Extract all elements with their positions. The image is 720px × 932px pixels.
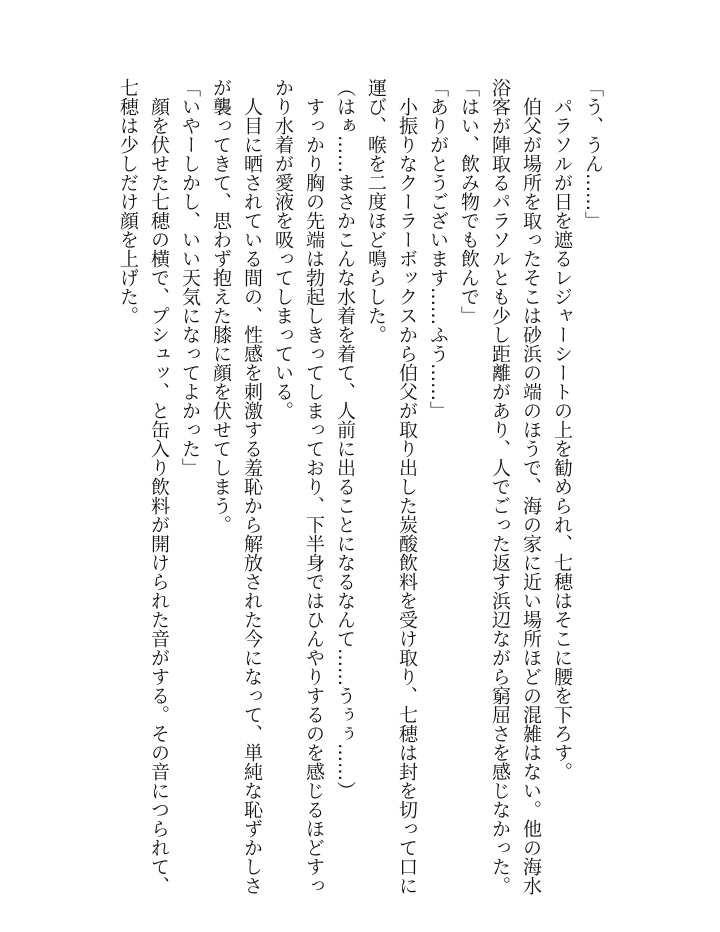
text-line-15: 顔を伏せた七穂の横で、プシュッ、と缶入り飲料が開けられた音がする。その音につられて、 bbox=[148, 78, 170, 895]
text-line-2: パラソルが日を遮るレジャーシートの上を勧められ、七穂はそこに腰を下ろす。 bbox=[551, 78, 573, 781]
text-line-14: 「いやーしかし、いい天気になってよかった」 bbox=[179, 78, 201, 477]
text-line-1: 「う、うん……」 bbox=[582, 78, 604, 230]
text-line-9: （はぁ……まさかこんな水着を着て、人前に出ることになるなんて……うぅぅ……） bbox=[334, 78, 356, 800]
text-line-3: 伯父が場所を取ったそこは砂浜の端のほうで、海の家に近い場所ほどの混雑はない。他の海水 bbox=[520, 78, 542, 895]
text-line-13: が襲ってきて、思わず抱えた膝に顔を伏せてしまう。 bbox=[210, 78, 232, 534]
text-line-6: 「ありがとうございます……ふう……」 bbox=[427, 78, 449, 420]
text-line-10: すっかり胸の先端は勃起しきってしまっており、下半身ではひんやりするのを感じるほどすっ bbox=[303, 78, 325, 895]
text-line-7: 小振りなクーラーボックスから伯父が取り出した炭酸飲料を受け取り、七穂は封を切って口に bbox=[396, 78, 418, 895]
text-line-5: 「はい、飲み物でも飲んで」 bbox=[458, 78, 480, 325]
text-line-11: かり水着が愛液を吸ってしまっている。 bbox=[272, 78, 294, 420]
text-line-16: 七穂は少しだけ顔を上げた。 bbox=[117, 78, 139, 325]
text-line-4: 浴客が陣取るパラソルとも少し距離があり、人でごった返す浜辺ながら窮屈さを感じなかった。 bbox=[489, 78, 511, 895]
text-line-8: 運び、喉を二度ほど鳴らした。 bbox=[365, 78, 387, 344]
text-line-12: 人目に晒されている間の、性感を刺激する羞恥から解放された今になって、単純な恥ずかしさ bbox=[241, 78, 263, 895]
